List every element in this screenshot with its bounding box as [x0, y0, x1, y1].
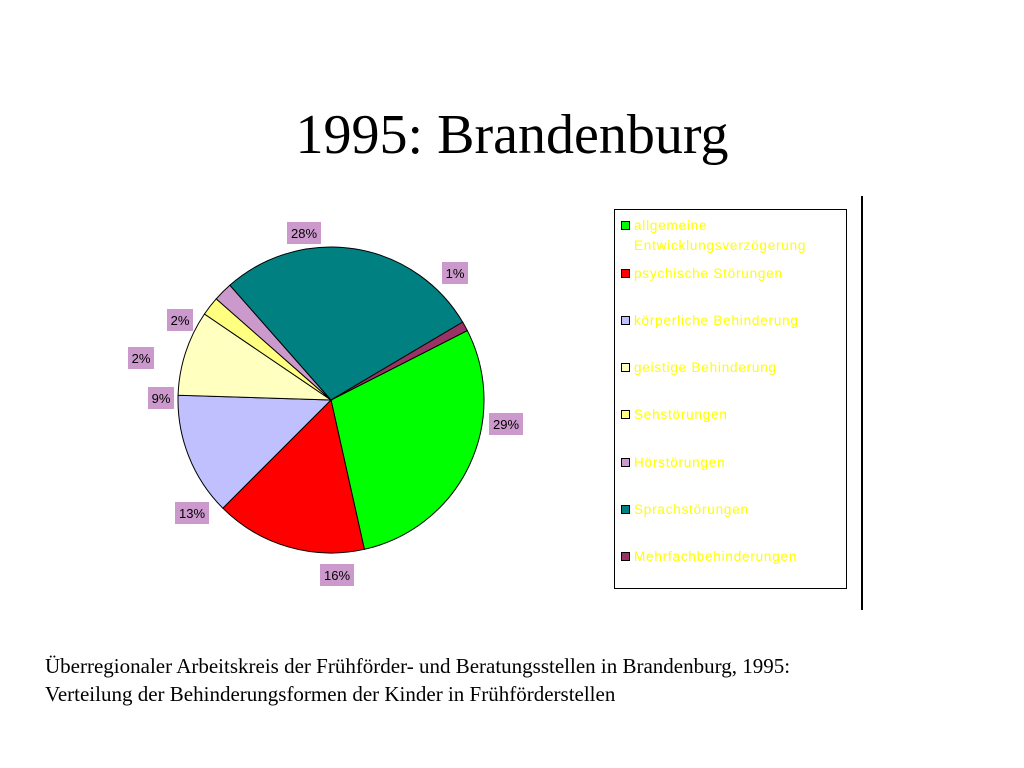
data-label-8: 1% [445, 266, 465, 281]
legend-label: psychische Störungen [634, 266, 783, 281]
data-label-1: 29% [492, 417, 520, 432]
legend-item-2 [621, 264, 783, 284]
data-label-5: 2% [131, 351, 151, 366]
legend-label: Sprachstörungen [634, 502, 749, 517]
slide-caption [45, 652, 995, 708]
legend-label: allgemeine Entwicklungsverzögerung [634, 218, 807, 253]
data-label-6: 2% [170, 313, 190, 328]
legend-label: körperliche Behinderung [634, 313, 799, 328]
legend-swatch [621, 410, 630, 419]
chart-legend [614, 209, 847, 589]
legend-divider-line [861, 196, 863, 610]
legend-swatch [621, 363, 630, 372]
data-label-4: 9% [151, 391, 171, 406]
legend-swatch [621, 221, 630, 230]
data-label-3: 13% [178, 506, 206, 521]
legend-label: Hörstörungen [634, 455, 726, 470]
legend-item-8 [621, 547, 797, 567]
caption-line-1: Überregionaler Arbeitskreis der Frühförder- und Beratungsstellen in Brandenburg, 1995: [45, 654, 791, 678]
legend-swatch [621, 552, 630, 561]
legend-swatch [621, 505, 630, 514]
legend-swatch [621, 269, 630, 278]
legend-item-7 [621, 500, 749, 520]
data-label-2: 16% [323, 568, 351, 583]
data-label-7: 28% [290, 226, 318, 241]
legend-swatch [621, 316, 630, 325]
legend-swatch [621, 458, 630, 467]
legend-item-3 [621, 311, 799, 331]
legend-label: geistige Behinderung [634, 360, 777, 375]
slide-title: 1995: Brandenburg [295, 104, 729, 166]
pie-slices [178, 247, 484, 553]
legend-item-6 [621, 453, 725, 473]
legend-label: Sehstörungen [634, 407, 728, 422]
legend-item-4 [621, 358, 777, 378]
legend-label: Mehrfachbehinderungen [634, 549, 798, 564]
legend-item-1 [621, 216, 806, 256]
caption-line-2: Verteilung der Behinderungsformen der Kinder in Frühförderstellen [45, 682, 616, 706]
legend-item-5 [621, 405, 728, 425]
